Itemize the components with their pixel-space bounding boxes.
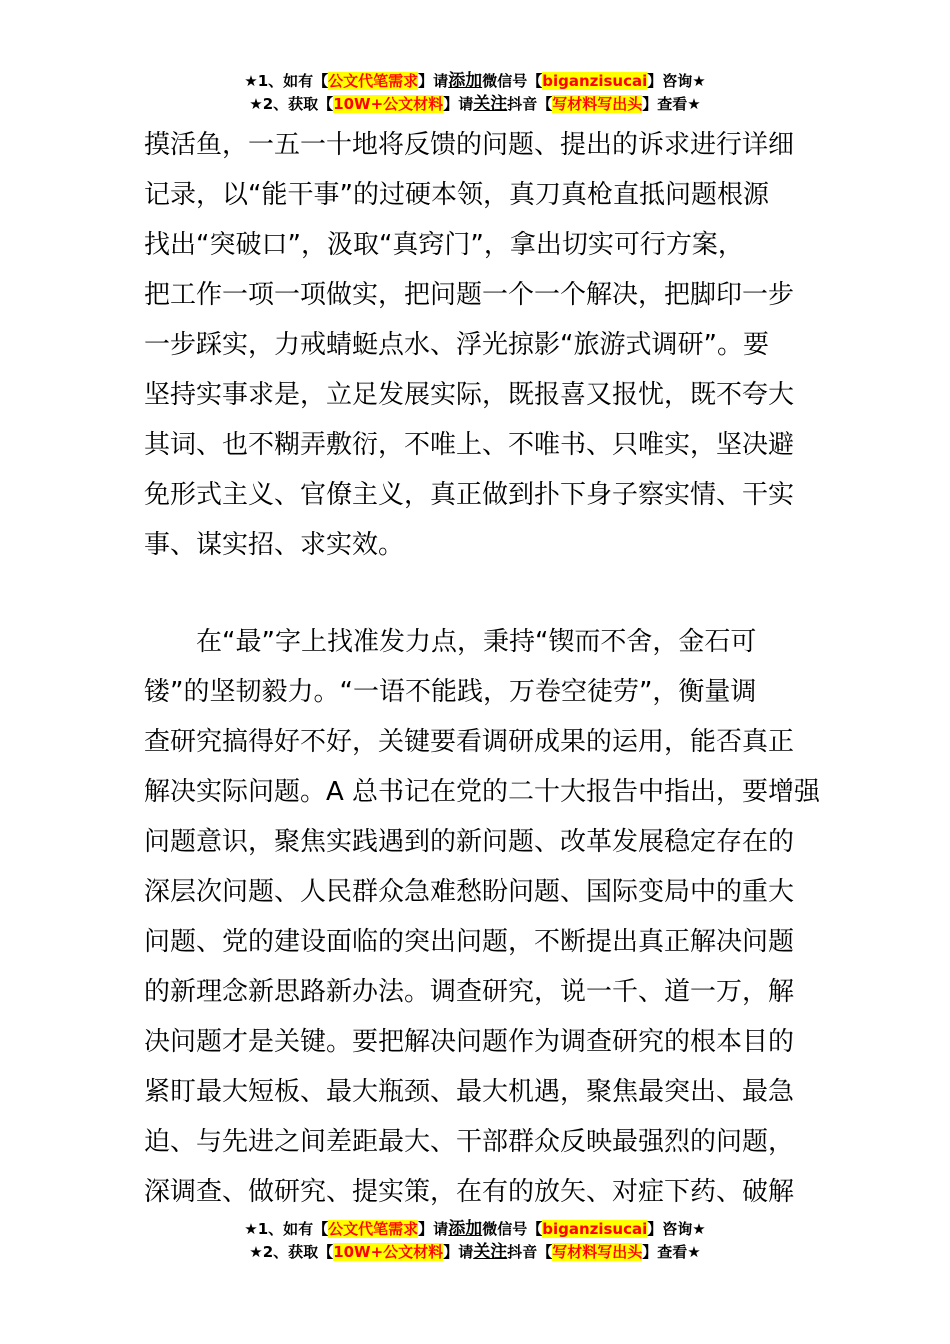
text-line: 免形式主义、官僚主义，真正做到扑下身子察实情、干实 bbox=[144, 480, 795, 510]
banner-text: 】请 bbox=[443, 1243, 474, 1261]
underlined-text: 关注 bbox=[473, 1242, 508, 1262]
banner-text: ★2、获取【 bbox=[249, 95, 334, 113]
douyin-id-highlight: 写材料写出头 bbox=[552, 95, 643, 113]
text-line: 深调查、做研究、提实策，在有的放矢、对症下药、破解 bbox=[144, 1177, 795, 1207]
banner-text: 微信号【 bbox=[482, 1220, 543, 1238]
text-line: 解决实际问题。A 总书记在党的二十大报告中指出，要增强 bbox=[144, 777, 821, 807]
banner-text: 】请 bbox=[418, 1220, 449, 1238]
header-banner bbox=[0, 70, 950, 116]
paragraph-2 bbox=[144, 617, 821, 1217]
banner-text: 】查看★ bbox=[642, 95, 701, 113]
wechat-id-highlight: biganzisucai bbox=[542, 72, 648, 90]
text-line: 深层次问题、人民群众急难愁盼问题、国际变局中的重大 bbox=[144, 877, 795, 907]
text-line: 记录，以“能干事”的过硬本领，真刀真枪直抵问题根源 bbox=[144, 180, 769, 210]
paragraph-1 bbox=[144, 120, 810, 570]
banner-text: 】咨询★ bbox=[647, 72, 706, 90]
underlined-text: 添加 bbox=[448, 71, 483, 91]
text-line: 的新理念新思路新办法。调查研究，说一千、道一万，解 bbox=[144, 977, 795, 1007]
text-line: 一步踩实，力戒蜻蜓点水、浮光掠影“旅游式调研”。要 bbox=[144, 330, 769, 360]
highlight-text: 公文代笔需求 bbox=[328, 1220, 419, 1238]
text-line: 镂”的坚韧毅力。“一语不能践，万卷空徒劳”，衡量调 bbox=[144, 677, 757, 707]
underlined-text: 关注 bbox=[473, 94, 508, 114]
text-line: 坚持实事求是，立足发展实际，既报喜又报忧，既不夸大 bbox=[144, 380, 795, 410]
banner-text: ★1、如有【 bbox=[244, 72, 329, 90]
douyin-id-highlight: 写材料写出头 bbox=[552, 1243, 643, 1261]
text-line: 找出“突破口”，汲取“真窍门”，拿出切实可行方案， bbox=[144, 230, 744, 260]
banner-line-1 bbox=[0, 1218, 950, 1241]
text-line-indented: 在“最”字上找准发力点，秉持“锲而不舍，金石可 bbox=[196, 627, 757, 657]
text-line: 紧盯最大短板、最大瓶颈、最大机遇，聚焦最突出、最急 bbox=[144, 1077, 795, 1107]
banner-text: ★2、获取【 bbox=[249, 1243, 334, 1261]
text-line: 问题、党的建设面临的突出问题，不断提出真正解决问题 bbox=[144, 927, 795, 957]
text-line: 查研究搞得好不好，关键要看调研成果的运用，能否真正 bbox=[144, 727, 795, 757]
underlined-text: 添加 bbox=[448, 1219, 483, 1239]
text-line: 其词、也不糊弄敷衍，不唯上、不唯书、只唯实，坚决避 bbox=[144, 430, 795, 460]
banner-text: 抖音【 bbox=[507, 95, 553, 113]
banner-line-2 bbox=[0, 93, 950, 116]
banner-text: 抖音【 bbox=[507, 1243, 553, 1261]
banner-line-2 bbox=[0, 1241, 950, 1264]
banner-text: 】查看★ bbox=[642, 1243, 701, 1261]
text-line: 迫、与先进之间差距最大、干部群众反映最强烈的问题， bbox=[144, 1127, 795, 1157]
text-line: 问题意识，聚焦实践遇到的新问题、改革发展稳定存在的 bbox=[144, 827, 795, 857]
banner-text: 】请 bbox=[418, 72, 449, 90]
banner-text: ★1、如有【 bbox=[244, 1220, 329, 1238]
banner-text: 】请 bbox=[443, 95, 474, 113]
text-line: 把工作一项一项做实，把问题一个一个解决，把脚印一步 bbox=[144, 280, 795, 310]
highlight-text: 10W+公文材料 bbox=[333, 1243, 444, 1261]
highlight-text: 10W+公文材料 bbox=[333, 95, 444, 113]
text-line: 摸活鱼，一五一十地将反馈的问题、提出的诉求进行详细 bbox=[144, 130, 795, 160]
footer-banner bbox=[0, 1218, 950, 1264]
wechat-id-highlight: biganzisucai bbox=[542, 1220, 648, 1238]
banner-line-1 bbox=[0, 70, 950, 93]
text-line: 事、谋实招、求实效。 bbox=[144, 530, 405, 560]
banner-text: 微信号【 bbox=[482, 72, 543, 90]
highlight-text: 公文代笔需求 bbox=[328, 72, 419, 90]
banner-text: 】咨询★ bbox=[647, 1220, 706, 1238]
text-line: 决问题才是关键。要把解决问题作为调查研究的根本目的 bbox=[144, 1027, 795, 1057]
